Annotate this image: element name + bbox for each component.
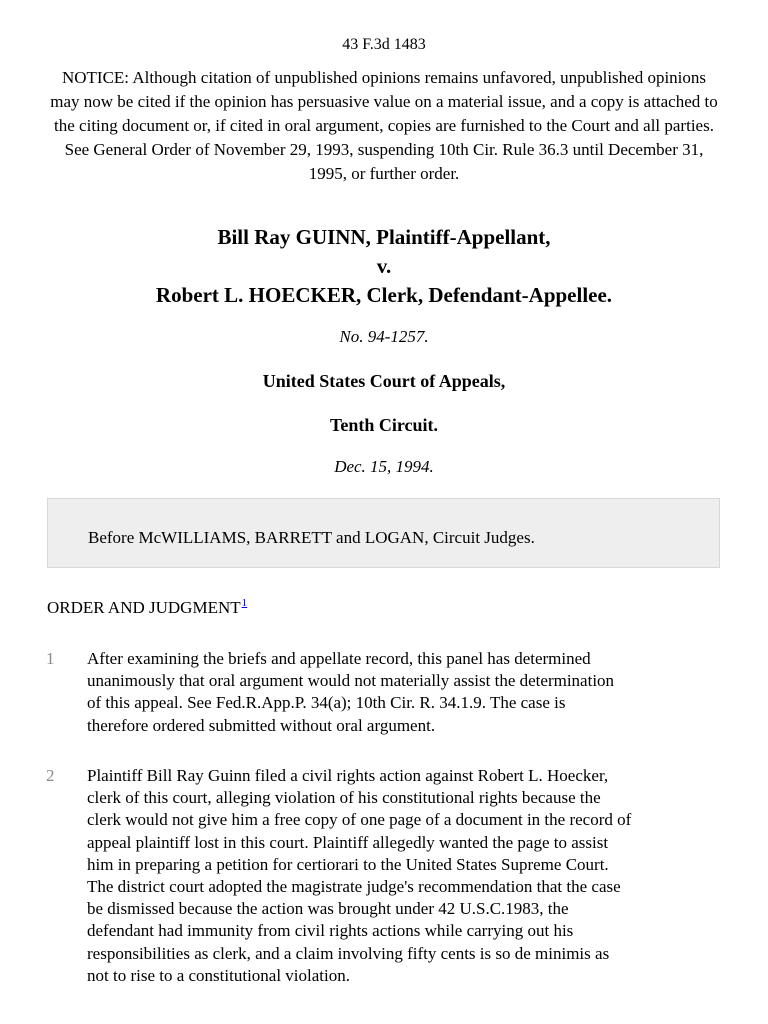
plaintiff-name: Bill Ray GUINN, Plaintiff-Appellant, xyxy=(217,225,551,249)
paragraph-line: defendant had immunity from civil rights actions while carrying out his xyxy=(87,921,574,941)
paragraph-line: responsibilities as clerk, and a claim involving fifty cents is so de minimis as xyxy=(87,943,610,963)
court-name: United States Court of Appeals, xyxy=(262,371,506,391)
paragraph-line: therefore ordered submitted without oral argument. xyxy=(87,715,436,735)
paragraph-line: clerk of this court, alleging violation of his constitutional rights because the xyxy=(87,788,601,808)
versus-label: v. xyxy=(376,254,392,278)
paragraph-line: Plaintiff Bill Ray Guinn filed a civil rights action against Robert L. Hoecker, xyxy=(87,766,609,785)
paragraph-text xyxy=(87,648,727,737)
reporter-citation: 43 F.3d 1483 xyxy=(342,36,426,53)
docket-number: No. 94-1257. xyxy=(339,327,429,346)
paragraph-line: The district court adopted the magistrate judge's recommendation that the case xyxy=(87,877,621,897)
paragraph-number: 2 xyxy=(46,766,55,785)
paragraph-line: clerk would not give him a free copy of one page of a document in the record of xyxy=(87,810,632,830)
circuit-name: Tenth Circuit. xyxy=(329,415,439,435)
order-heading-text: ORDER AND JUDGMENT xyxy=(47,598,241,617)
paragraph-line: After examining the briefs and appellate record, this panel has determined xyxy=(87,649,591,668)
paragraph-line: him in preparing a petition for certiorari to the United States Supreme Court. xyxy=(87,854,609,874)
defendant-name: Robert L. HOECKER, Clerk, Defendant-Appellee. xyxy=(155,283,613,307)
paragraph-line: unanimously that oral argument would not materially assist the determination xyxy=(87,671,615,691)
order-heading xyxy=(47,597,247,619)
paragraph-number: 1 xyxy=(46,649,55,668)
case-caption xyxy=(0,223,768,310)
paragraph-line: be dismissed because the action was brought under 42 U.S.C.1983, the xyxy=(87,899,569,919)
paragraph-line: of this appeal. See Fed.R.App.P. 34(a); 10th Cir. R. 34.1.9. The case is xyxy=(87,693,566,713)
unpublished-notice: NOTICE: Although citation of unpublished opinions remains unfavored, unpublished opinions may now be cited if the opinion has persuasive value on a material issue, and a copy is attached to the citing document or, if cited in oral argument, copies are furnished to the Court and all parties. See General Order of November 29, 1993, suspending 10th Cir. Rule 36.3 until December 31, 1995, or further order. xyxy=(50,68,718,183)
paragraph-text xyxy=(87,765,727,987)
panel-judges: Before McWILLIAMS, BARRETT and LOGAN, Circuit Judges. xyxy=(88,528,535,547)
decision-date: Dec. 15, 1994. xyxy=(334,457,434,476)
paragraph-line: appeal plaintiff lost in this court. Plaintiff allegedly wanted the page to assist xyxy=(87,832,609,852)
footnote-link[interactable]: 1 xyxy=(241,597,248,610)
paragraph-line: not to rise to a constitutional violation. xyxy=(87,965,350,985)
